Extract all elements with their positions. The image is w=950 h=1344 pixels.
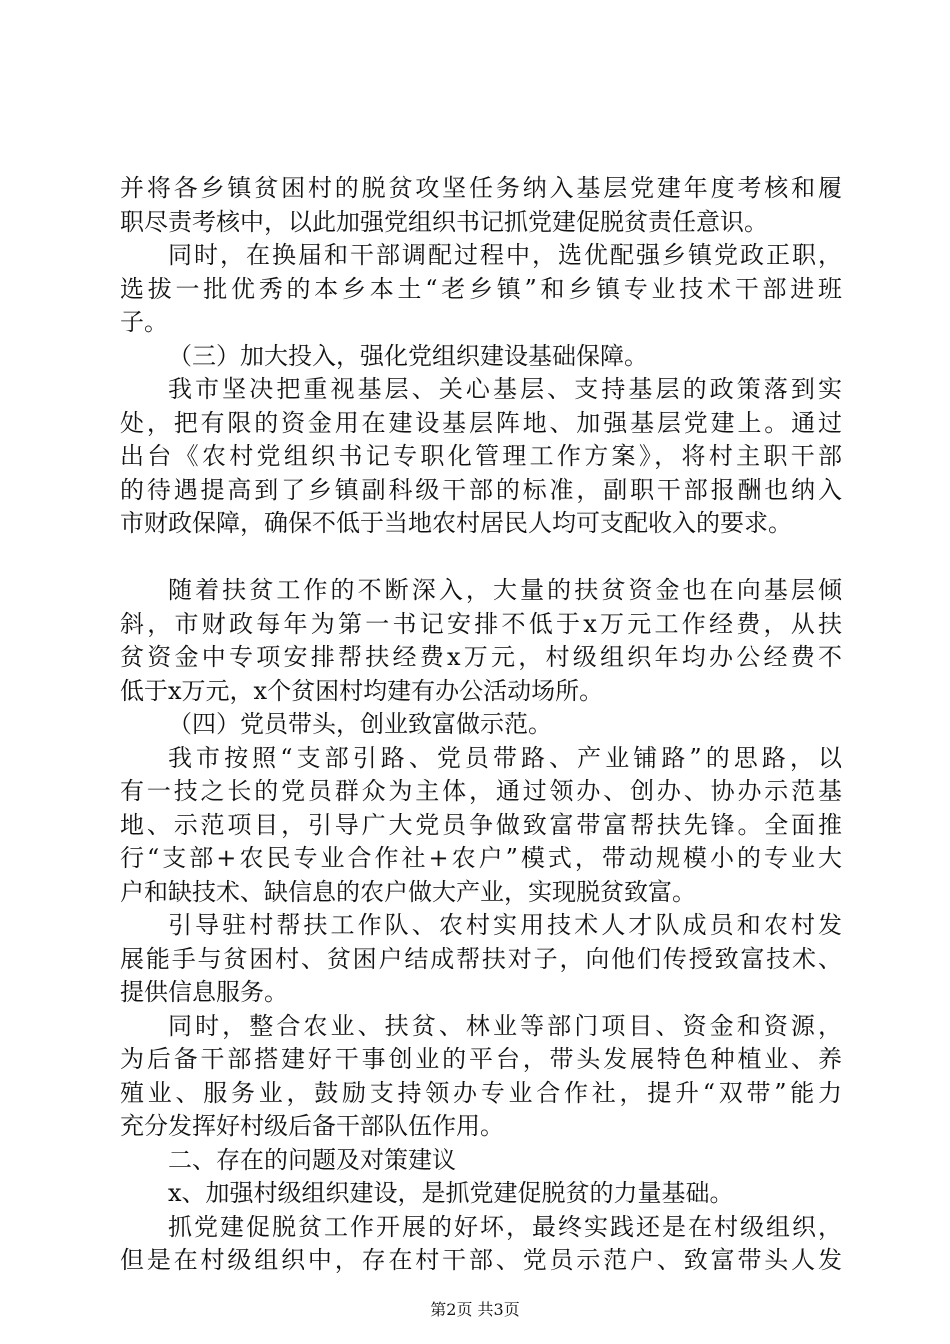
- page-footer: 第2页 共3页: [430, 1300, 520, 1319]
- text-line: 展能手与贫困村、贫困户结成帮扶对子，向他们传授致富技术、: [120, 944, 842, 973]
- text-line: 斜，市财政每年为第一书记安排不低于x万元工作经费，从扶: [120, 609, 842, 638]
- text-line: 处，把有限的资金用在建设基层阵地、加强基层党建上。通过: [120, 408, 842, 437]
- text-line: 行“支部+农民专业合作社+农户”模式，带动规模小的专业大: [120, 844, 842, 872]
- text-line: 职尽责考核中，以此加强党组织书记抓党建促脱贫责任意识。: [120, 207, 768, 236]
- subsection-heading: x、加强村级组织建设，是抓党建促脱贫的力量基础。: [168, 1179, 734, 1207]
- text-line: 出台《农村党组织书记专职化管理工作方案》，将村主职干部: [120, 442, 842, 470]
- text-line: 抓党建促脱贫工作开展的好坏，最终实践还是在村级组织，: [168, 1212, 842, 1241]
- text-line: 殖业、服务业，鼓励支持领办专业合作社，提升“双带”能力: [120, 1078, 842, 1107]
- document-body: [120, 172, 842, 1278]
- text-line: 引导驻村帮扶工作队、农村实用技术人才队成员和农村发: [168, 911, 842, 939]
- text-line: 为后备干部搭建好干事创业的平台，带头发展特色种植业、养: [120, 1045, 842, 1073]
- section-heading: 二、存在的问题及对策建议: [168, 1145, 456, 1174]
- text-line: 充分发挥好村级后备干部队伍作用。: [120, 1112, 504, 1140]
- text-line: 有一技之长的党员群众为主体，通过领办、创办、协办示范基: [120, 777, 842, 805]
- text-line: 地、示范项目，引导广大党员争做致富带富帮扶先锋。全面推: [120, 810, 842, 839]
- text-line: 的待遇提高到了乡镇副科级干部的标准，副职干部报酬也纳入: [120, 475, 842, 504]
- section-heading: （四）党员带头，创业致富做示范。: [168, 710, 552, 738]
- text-line: 提供信息服务。: [120, 978, 288, 1006]
- text-line: 低于x万元，x个贫困村均建有办公活动场所。: [120, 676, 604, 705]
- text-line: 随着扶贫工作的不断深入，大量的扶贫资金也在向基层倾: [168, 576, 842, 604]
- text-line: 但是在村级组织中，存在村干部、党员示范户、致富带头人发: [120, 1246, 842, 1274]
- text-line: 并将各乡镇贫困村的脱贫攻坚任务纳入基层党建年度考核和履: [120, 174, 842, 202]
- paragraph-gap: [120, 541, 842, 575]
- text-line: 同时，整合农业、扶贫、林业等部门项目、资金和资源，: [168, 1011, 842, 1040]
- text-line: 户和缺技术、缺信息的农户做大产业，实现脱贫致富。: [120, 877, 696, 906]
- text-line: 同时，在换届和干部调配过程中，选优配强乡镇党政正职，: [168, 241, 842, 269]
- text-line: 子。: [120, 308, 168, 336]
- text-line: 我市按照“支部引路、党员带路、产业铺路”的思路，以: [168, 743, 842, 772]
- section-heading: （三）加大投入，强化党组织建设基础保障。: [168, 341, 648, 370]
- text-line: 贫资金中专项安排帮扶经费x万元，村级组织年均办公经费不: [120, 643, 842, 671]
- text-line: 选拔一批优秀的本乡本土“老乡镇”和乡镇专业技术干部进班: [120, 274, 842, 303]
- text-line: 市财政保障，确保不低于当地农村居民人均可支配收入的要求。: [120, 509, 792, 537]
- text-line: 我市坚决把重视基层、关心基层、支持基层的政策落到实: [168, 375, 842, 403]
